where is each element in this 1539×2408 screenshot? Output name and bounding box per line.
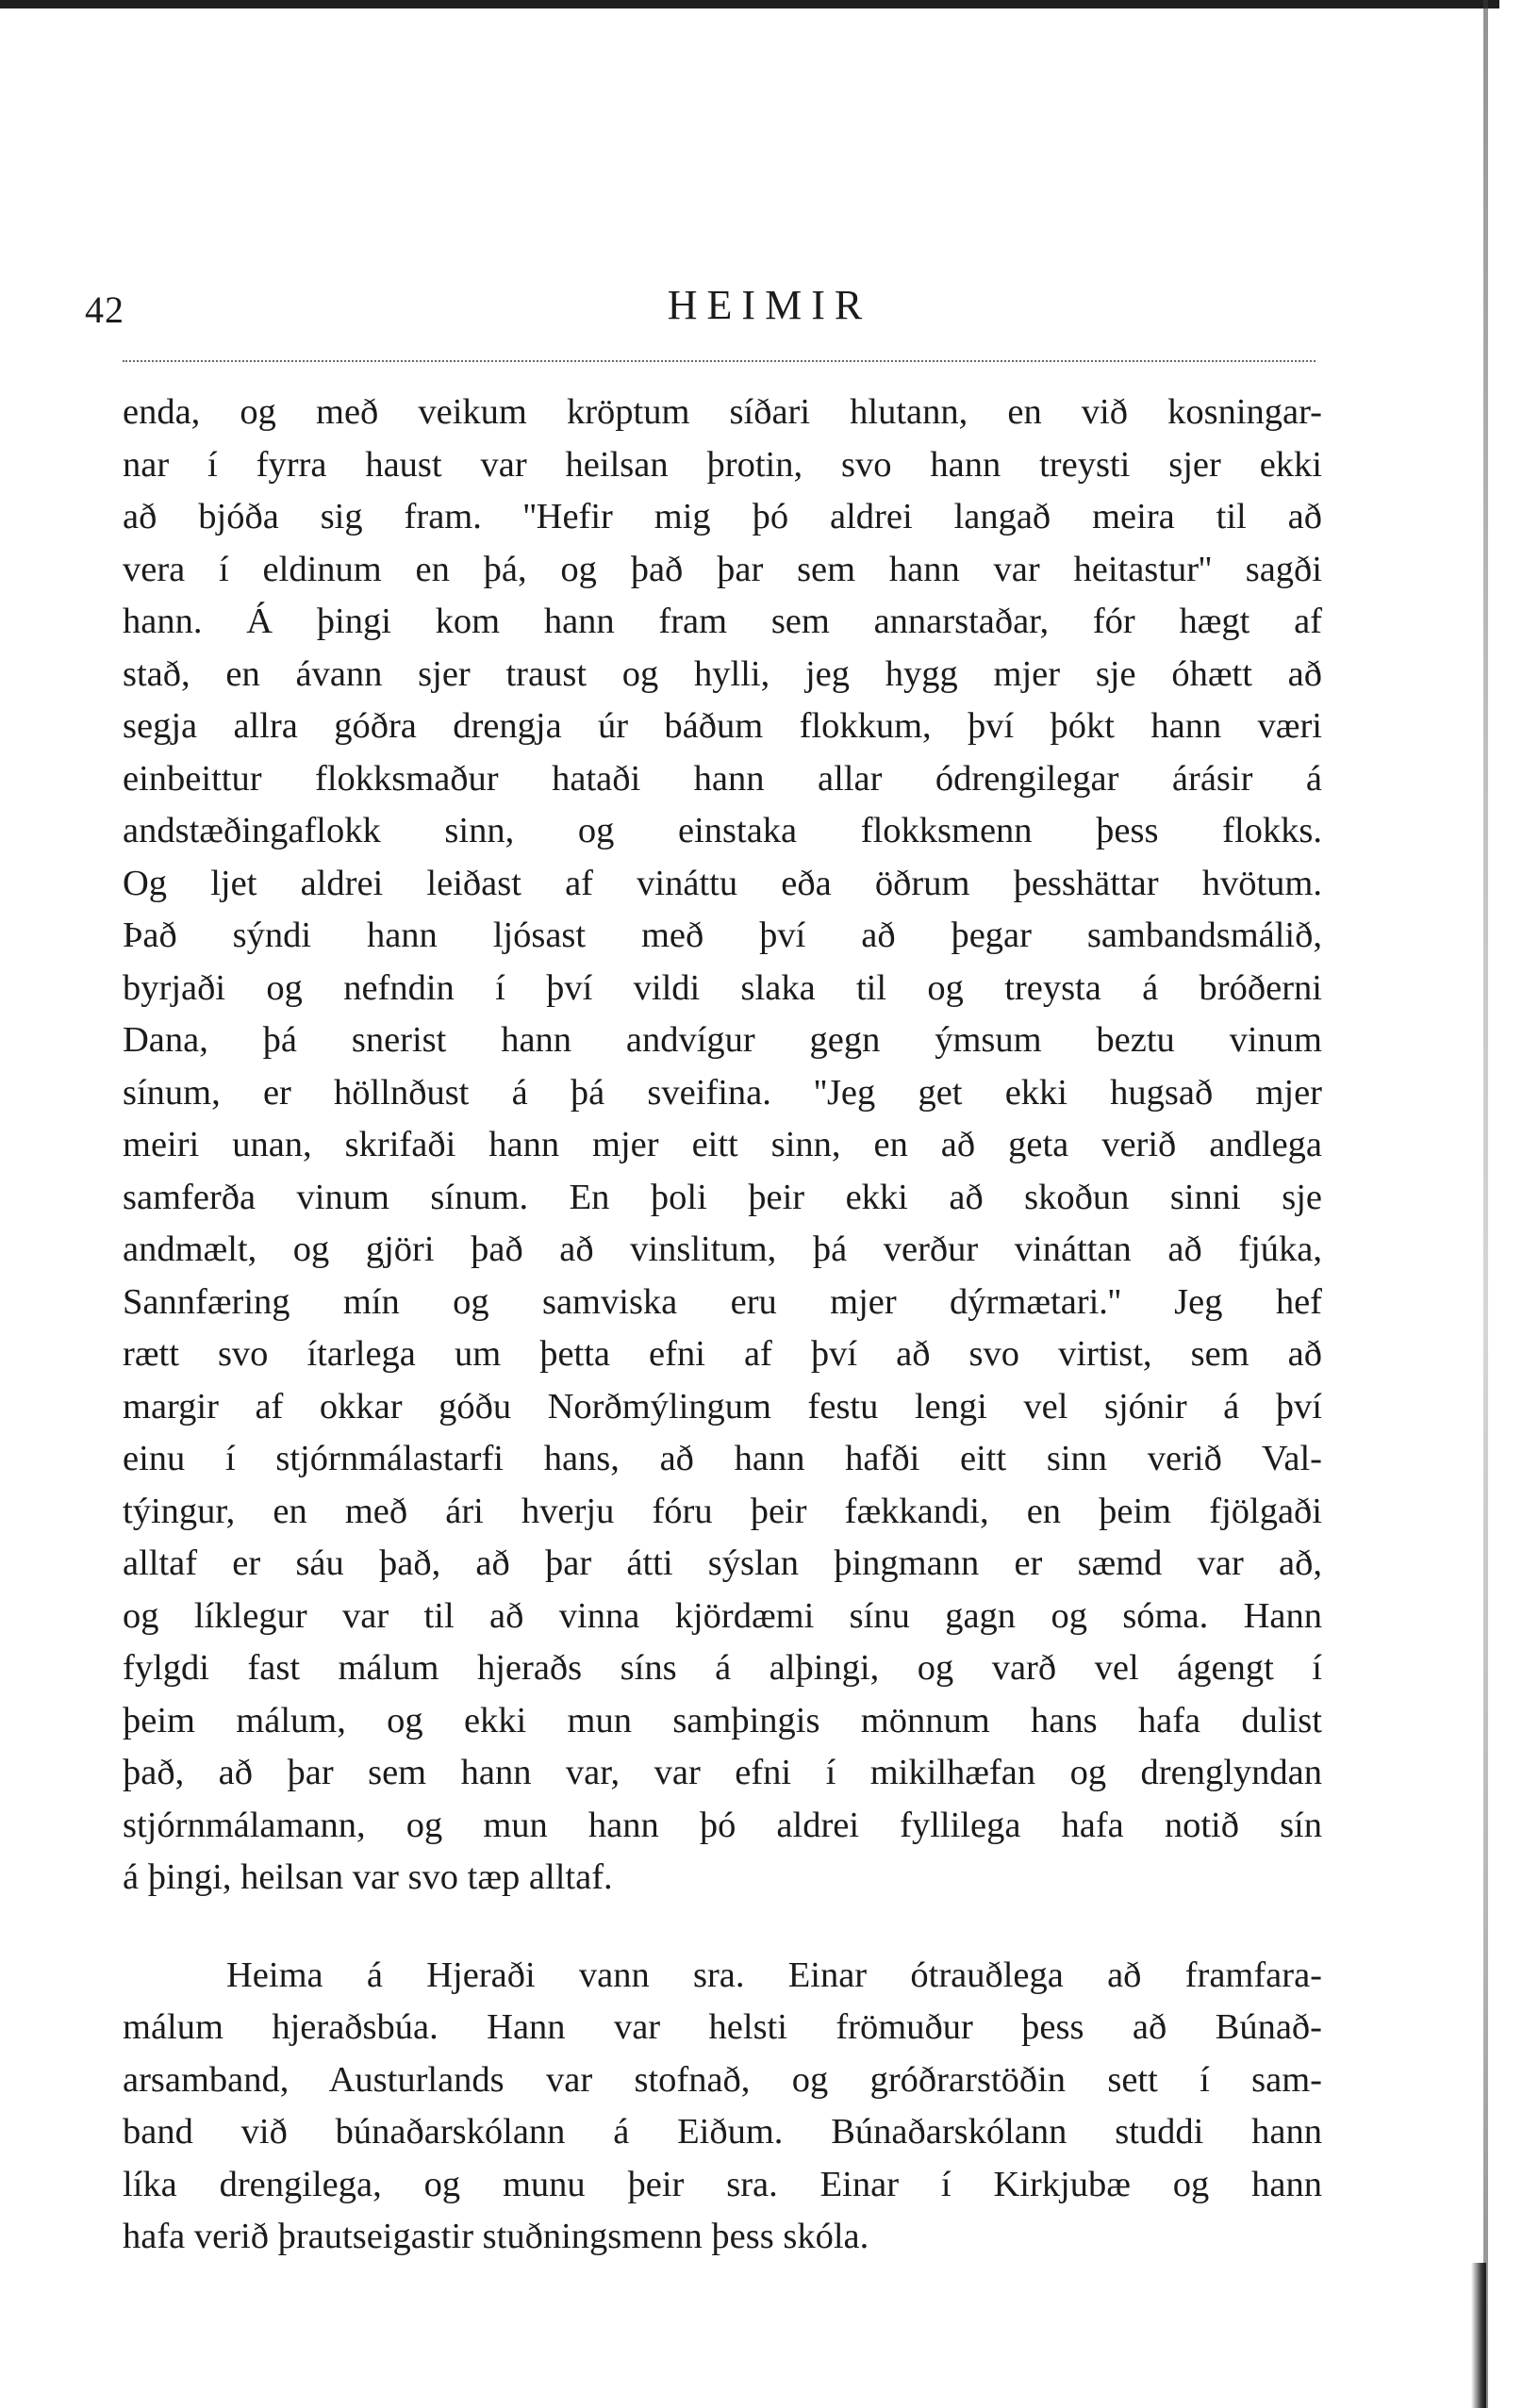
text-line: fylgdi fast málum hjeraðs síns á alþingi, og varð vel ágengt í (123, 1648, 1322, 1688)
text-line: einu í stjórnmálastarfi hans, að hann hafði eitt sinn verið Val- (123, 1439, 1322, 1478)
text-line: alltaf er sáu það, að þar átti sýslan þingmann er sæmd var að, (123, 1543, 1322, 1583)
text-line: Og ljet aldrei leiðast af vináttu eða öðrum þesshättar hvötum. (123, 863, 1322, 903)
text-line: vera í eldinum en þá, og það þar sem hann var heitastur'' sagði (123, 549, 1322, 589)
text-line: enda, og með veikum kröptum síðari hlutann, en við kosningar- (123, 392, 1322, 432)
text-line: rætt svo ítarlega um þetta efni af því að svo virtist, sem að (123, 1334, 1322, 1374)
body-text (123, 387, 1322, 2264)
text-line: meiri unan, skrifaði hann mjer eitt sinn, en að geta verið andlega (123, 1125, 1322, 1164)
text-line: það, að þar sem hann var, var efni í mikilhæfan og drenglyndan (123, 1753, 1322, 1792)
page-right-edge (1483, 0, 1488, 2408)
text-line: arsamband, Austurlands var stofnað, og gróðrarstöðin sett í sam- (123, 2059, 1322, 2100)
text-line: einbeittur flokksmaður hataði hann allar ódrengilegar árásir á (123, 758, 1322, 799)
text-line: týingur, en með ári hverju fóru þeir fækkandi, en þeim fjölgaði (123, 1491, 1322, 1531)
text-line: Heima á Hjeraði vann sra. Einar ótrauðlega að framfara- (226, 1954, 1322, 1995)
text-line: og líklegur var til að vinna kjördæmi sínu gagn og sóma. Hann (123, 1595, 1322, 1636)
text-line: band við búnaðarskólann á Eiðum. Búnaðarskólann studdi hann (123, 2112, 1322, 2152)
top-edge-rule (0, 0, 1499, 8)
text-line: þeim málum, og ekki mun samþingis mönnum hans hafa dulist (123, 1700, 1322, 1740)
text-line: hann. Á þingi kom hann fram sem annarstaðar, fór hægt af (123, 602, 1322, 641)
text-line: segja allra góðra drengja úr báðum flokkum, því þókt hann væri (123, 706, 1322, 746)
text-line: líka drengilega, og munu þeir sra. Einar í Kirkjubæ og hann (123, 2164, 1322, 2204)
text-line: málum hjeraðsbúa. Hann var helsti frömuður þess að Búnað- (123, 2007, 1322, 2047)
header-rule (123, 360, 1316, 362)
text-line: nar í fyrra haust var heilsan þrotin, svo hann treysti sjer ekki (123, 444, 1322, 485)
running-title: HEIMIR (667, 282, 872, 328)
text-line: andmælt, og gjöri það að vinslitum, þá verður vináttan að fjúka, (123, 1229, 1322, 1269)
text-line: samferða vinum sínum. En þoli þeir ekki að skoðun sinni sje (123, 1177, 1322, 1217)
page-number: 42 (85, 289, 124, 331)
text-line: Það sýndi hann ljósast með því að þegar sambandsmálið, (123, 915, 1322, 955)
text-line: byrjaði og nefndin í því vildi slaka til og treysta á bróðerni (123, 967, 1322, 1008)
text-line: sínum, er höllnðust á þá sveifina. ''Jeg get ekki hugsað mjer (123, 1072, 1322, 1113)
text-line: stjórnmálamann, og mun hann þó aldrei fyllilega hafa notið sín (123, 1805, 1322, 1845)
page-corner-shadow (1471, 2263, 1486, 2408)
text-line: að bjóða sig fram. ''Hefir mig þó aldrei langað meira til að (123, 497, 1322, 536)
paragraph (123, 387, 1322, 1905)
paragraph-gap (123, 1905, 1322, 1950)
paragraph (123, 1950, 1322, 2264)
text-line: margir af okkar góðu Norðmýlingum festu lengi vel sjónir á því (123, 1386, 1322, 1427)
text-line: hafa verið þrautseigastir stuðningsmenn þess skóla. (123, 2217, 869, 2256)
text-line: á þingi, heilsan var svo tæp alltaf. (123, 1857, 613, 1897)
text-line: stað, en ávann sjer traust og hylli, jeg hygg mjer sje óhætt að (123, 653, 1322, 694)
text-line: Dana, þá snerist hann andvígur gegn ýmsum beztu vinum (123, 1020, 1322, 1060)
text-line: andstæðingaflokk sinn, og einstaka flokksmenn þess flokks. (123, 811, 1322, 850)
text-line: Sannfæring mín og samviska eru mjer dýrmætari.'' Jeg hef (123, 1281, 1322, 1322)
